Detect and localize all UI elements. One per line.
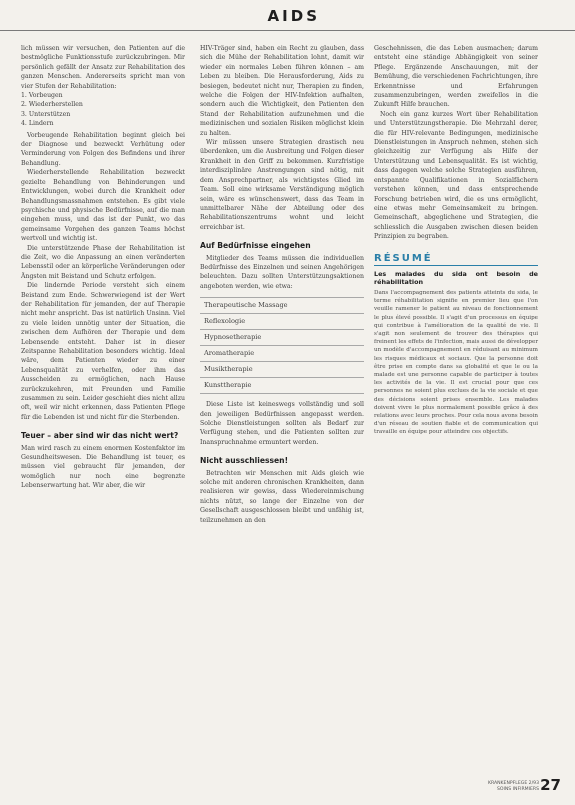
subheading: Auf Bedürfnisse eingehen (200, 241, 311, 251)
therapy-item: Kunsttherapie (200, 377, 364, 394)
paragraph: Wir müssen unsere Strategien drastisch neu überdenken, um die Ausbreitung und Folgen dieser Krankheit in den Griff zu bekommen. Kurzfristige interdisziplinäre Anstrengungen sind nötig, mit dem Ansprechpartner, als wichtigstes Glied im Team. Soll eine wirksame Verständigung möglich sein, wäre es wünschenswert, dass das Team in unmittelbarer Nähe der Abteilung oder des Rehabilitationszentrums wohnt und leicht erreichbar ist. (200, 139, 364, 231)
paragraph: HIV-Träger sind, haben ein Recht zu glauben, dass sich die Mühe der Rehabilitation lohnt, damit wir wieder ein normales Leben führen können – am Leben zu bleiben. Die Herausforderung, Aids zu besiegen, bedeutet nicht nur, Therapien zu finden, welche die Folgen der HIV-Infektion aufhalten, sondern auch die Wichtigkeit, den Patienten den Stand der Rehabilitation aufzunehmen und die medizinischen und sozialen Risiken möglichst klein zu halten. (200, 45, 364, 137)
therapy-item: Musiktherapie (200, 361, 364, 377)
rehab-stages-list (21, 91, 185, 129)
therapy-item: Reflexologie (200, 313, 364, 329)
paragraph: Mitglieder des Teams müssen die individuellen Bedürfnisse des Einzelnen und seinen Angehörigen beleuchten. Dazu sollten Unterstützungsaktionen angeboten werden, wie etwa: (200, 254, 364, 290)
paragraph: Die unterstützende Phase der Rehabilitation ist die Zeit, wo die Anpassung an einen veränderten Lebensstil oder an körperliche Veränderungen oder Ängsten mit Beistand und Schutz erfolgen. (21, 244, 185, 280)
page-header (0, 0, 575, 40)
column-1 (21, 44, 185, 491)
paragraph: Noch ein ganz kurzes Wort über Rehabilitation und Unterstützungstherapie. Die Mehrzahl derer, die für HIV-relevante Bedingungen, medizinische Dienstleistungen in Anspruch nehmen, stehen sich gleichzeitig zur Verfügung als Hilfe der Unterstützung und Lebensqualität. Es ist wichtig, dass dagegen welche solche Strategien ausführen, entspannte Qualifikationen in Sozialfächern verstehen können, und dass entsprechende Forschung betrieben wird, die es uns ermöglicht, eine etwas mehr Gemeinsamkeit zu bringen. Gemeinschaft, abgeglichene und Strategien, die schliesslich die Ausgaben zwischen diesen beiden Prinzipien zu begraben. (374, 110, 538, 241)
list-item: 1. Vorbeugen (21, 92, 63, 100)
paragraph: lich müssen wir versuchen, den Patienten auf die bestmögliche Funktionsstufe zurückzubringen. Mir persönlich gefällt der Ansatz zur Rehabilitation des ganzen Menschen. Andererseits spricht man von vier Stufen der Rehabilitation: (21, 45, 185, 90)
therapy-item: Therapeutische Massage (200, 297, 364, 313)
journal-line: KRANKENPFLEGE 2/93 (487, 781, 539, 786)
paragraph: Geschehnissen, die das Leben ausmachen; darum entsteht eine ständige Abhängigkeit von seiner Pflege. Ergänzende Anschauungen, mit der Bemühung, die verschiedenen Fachrichtungen, ihre Erkenntnisse und Erfahrungen zusammenzubringen, werden zweifellos in die Zukunft Hilfe brauchen. (374, 45, 538, 109)
section-title: AIDS (267, 7, 320, 25)
page-number: 27 (540, 776, 561, 794)
paragraph: Wiederherstellende Rehabilitation bezweckt gezielte Behandlung von Behinderungen und Entwicklungen, wobei durch die Krankheit oder Behandlungsmassnahmen entstehen. Es gibt viele psychische und physische Bedürfnisse, auf die man eingehen muss, und das ist der Punkt, wo das gemeinsame Vorgehen des ganzen Teams höchst wertvoll und wichtig ist. (21, 169, 185, 243)
therapy-item: Aromatherapie (200, 345, 364, 361)
column-2 (200, 44, 364, 525)
column-3 (374, 44, 538, 437)
page-footer (441, 775, 561, 797)
paragraph: Diese Liste ist keineswegs vollständig und soll den jeweiligen Bedürfnissen angepasst werden. Solche Dienstleistungen sollten als Bedarf zur Verfügung stehen, und die Patienten sollten zur Inanspruchnahme ermuntert werden. (200, 401, 364, 446)
resume-subheading: Les malades du sida ont besoin de réhabilitation (374, 269, 538, 286)
subheading: Nicht ausschliessen! (200, 456, 289, 466)
journal-line: SOINS INFIRMIERS (496, 786, 539, 792)
subheading: Teuer – aber sind wir das nicht wert? (21, 431, 179, 441)
header-rule (0, 30, 575, 31)
paragraph: Die lindernde Periode versteht sich einem Beistand zum Ende. Schwerwiegend ist der Wert der Rehabilitation für jemanden, der auf Therapie nicht mehr anspricht. Das ist natürlich Unsinn. Viel zu viele leiden unnötig unter der Situation, die zwischen dem Aufhören der Therapie und dem Lebensende entsteht. Daher ist in dieser Zeitspanne Rehabilitation besonders wichtig. Ideal wäre, dem Patienten wieder zu einer Lebensqualität zu verhelfen, oder ihm das Ausscheiden zu ermöglichen, nach Hause zurückzukehren, mit Freunden und Familie zusammen zu sein. Leider geschieht dies nicht allzu oft, weil wir nicht erkennen, dass Patienten Pflege für die Lebenden ist und nicht für die Sterbenden. (21, 282, 185, 421)
resume-body: Dans l'accompagnement des patients atteints du sida, le terme réhabilitation signifie en premier lieu que l'on veuille ramener le patient au niveau de fonctionnement le plus élevé possible. Il s'agit d'un processus en équipe qui contribue à l'amélioration de la qualité de vie. Il s'agit non seulement de trouver des thérapies qui freinent les effets de l'infection, mais aussi de développer un modèle d'accompagnement en réduisant au minimum les risques médicaux et sociaux. Que la personne doit être prise en compte dans sa globalité et que le ou la malade est une personne capable de participer à toutes les activités de la vie. Il est crucial pour que ces personnes ne soient plus exclues de la vie sociale et que des décisions soient prises ensemble. Les malades doivent vivre le plus normalement possible grâce à des relations avec leurs proches. Pour cela nous avons besoin d'un réseau de soutien fiable et de communication qui travaille en équipe pour atteindre ces objectifs. (374, 289, 538, 436)
paragraph: Betrachten wir Menschen mit Aids gleich wie solche mit anderen chronischen Krankheiten, dann realisieren wir gewiss, dass Wiedereinmischung nichts nützt, so lange der Einzelne von der Gesellschaft ausgeschlossen bleibt und unfähig ist, teilzunehmen an den (200, 469, 364, 524)
list-item: 3. Unterstützen (21, 110, 71, 118)
journal-name (488, 781, 539, 792)
list-item: 2. Wiederherstellen (21, 101, 83, 109)
resume-heading: RÉSUMÉ (374, 254, 538, 266)
therapy-item: Hypnosetherapie (200, 329, 364, 345)
paragraph: Man wird rasch zu einem enormen Kostenfaktor im Gesundheitswesen. Die Behandlung ist teuer, es müssen viel gebraucht für jemanden, der womöglich nur noch eine begrenzte Lebenserwartung hat. Wir aber, die wir (21, 444, 185, 490)
list-item: 4. Lindern (21, 120, 54, 128)
paragraph: Vorbeugende Rehabilitation beginnt gleich bei der Diagnose und bezweckt Verhütung oder Verminderung von Folgen des Befindens und ihrer Behandlung. (21, 131, 185, 167)
therapy-list (200, 297, 364, 394)
